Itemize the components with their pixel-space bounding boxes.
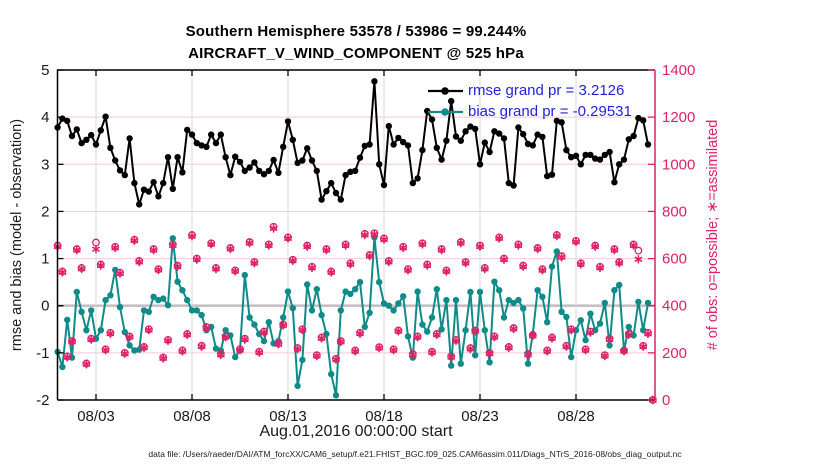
bias-marker — [448, 362, 454, 368]
obs-assimilated-marker — [381, 236, 387, 243]
bias-marker — [184, 297, 190, 303]
bias-marker — [347, 291, 353, 297]
left-tick-label: -1 — [36, 344, 50, 362]
rmse-marker — [266, 168, 272, 174]
bias-marker — [299, 357, 305, 363]
rmse-marker — [218, 131, 224, 137]
rmse-marker — [611, 179, 617, 185]
rmse-marker — [501, 135, 507, 141]
rmse-marker — [160, 180, 166, 186]
bias-marker — [352, 286, 358, 292]
left-tick-label: 5 — [41, 62, 50, 79]
rmse-marker — [237, 159, 243, 165]
bias-marker — [294, 383, 300, 389]
bias-marker — [98, 327, 104, 333]
obs-assimilated-marker — [309, 264, 315, 271]
bias-marker — [314, 286, 320, 292]
title-line-1: Southern Hemisphere 53578 / 53986 = 99.244% — [185, 23, 527, 40]
bias-marker — [429, 314, 435, 320]
rmse-marker — [318, 196, 324, 202]
rmse-marker — [606, 149, 612, 155]
rmse-line-icon — [427, 85, 464, 97]
obs-assimilated-marker — [597, 264, 603, 271]
bias-marker — [198, 312, 204, 318]
bias-marker — [376, 279, 382, 285]
rmse-marker — [328, 180, 334, 186]
rmse-marker — [122, 172, 128, 178]
bias-marker — [578, 317, 584, 323]
rmse-marker — [376, 161, 382, 167]
bias-marker — [491, 279, 497, 285]
bias-marker — [414, 288, 420, 294]
bias-marker — [597, 320, 603, 326]
left-tick-label: 2 — [41, 203, 50, 221]
rmse-marker — [290, 137, 296, 143]
rmse-marker — [323, 188, 329, 194]
rmse-marker — [395, 135, 401, 141]
bias-marker — [362, 324, 368, 330]
right-tick-label: 1000 — [662, 156, 696, 174]
obs-assimilated-marker — [559, 254, 565, 261]
rmse-marker — [213, 140, 219, 146]
right-tick-label: 600 — [662, 250, 688, 268]
right-tick-label: 0 — [662, 392, 671, 409]
bias-marker — [160, 295, 166, 301]
rmse-marker — [510, 182, 516, 188]
rmse-marker — [486, 149, 492, 155]
left-tick-label: 4 — [41, 109, 50, 127]
bias-marker — [102, 297, 108, 303]
rmse-marker — [405, 142, 411, 148]
bias-marker — [74, 289, 80, 295]
rmse-marker — [414, 175, 420, 181]
bias-marker — [165, 302, 171, 308]
bias-marker — [386, 303, 392, 309]
rmse-marker — [438, 156, 444, 162]
bias-marker — [246, 314, 252, 320]
rmse-marker — [563, 147, 569, 153]
rmse-marker — [64, 118, 70, 124]
rmse-marker — [381, 182, 387, 188]
rmse-marker — [83, 137, 89, 143]
bias-marker — [611, 287, 617, 293]
rmse-marker — [472, 126, 478, 132]
right-tick-label: 200 — [662, 344, 688, 362]
bias-marker — [458, 361, 464, 367]
bias-marker — [626, 324, 632, 330]
legend-label-rmse: rmse grand pr = 3.2126 — [468, 82, 625, 99]
rmse-marker — [275, 170, 281, 176]
rmse-marker — [616, 161, 622, 167]
bias-marker — [126, 342, 132, 348]
bias-marker — [434, 286, 440, 292]
rmse-marker — [462, 128, 468, 134]
obs-assimilated-marker — [439, 246, 445, 253]
bias-marker — [390, 307, 396, 313]
bias-marker — [602, 300, 608, 306]
bias-marker — [261, 338, 267, 344]
rmse-marker — [203, 144, 209, 150]
bias-marker — [443, 297, 449, 303]
bias-line-icon — [427, 106, 464, 118]
rmse-marker — [578, 161, 584, 167]
rmse-marker — [630, 133, 636, 139]
bias-marker — [405, 333, 411, 339]
bias-marker — [88, 307, 94, 313]
obs-assimilated-marker — [635, 256, 641, 263]
rmse-marker — [270, 157, 276, 163]
bias-marker — [290, 305, 296, 311]
obs-assimilated-marker — [151, 246, 157, 253]
obs-possible-marker — [635, 247, 642, 254]
legend-item-bias — [427, 101, 632, 122]
x-tick-label: 08/08 — [173, 408, 211, 425]
rmse-marker — [573, 153, 579, 159]
rmse-marker — [107, 145, 113, 151]
bias-marker — [539, 294, 545, 300]
rmse-marker — [309, 157, 315, 163]
rmse-marker — [333, 190, 339, 196]
bias-marker — [482, 327, 488, 333]
legend-label-bias: bias grand pr = -0.29531 — [468, 103, 632, 120]
rmse-marker — [117, 167, 123, 173]
x-axis-label: Aug.01,2016 00:00:00 start — [259, 423, 453, 440]
bias-marker — [222, 327, 228, 333]
rmse-marker — [251, 159, 257, 165]
rmse-marker — [69, 133, 75, 139]
left-tick-label: 0 — [41, 297, 50, 315]
bias-marker — [568, 354, 574, 360]
rmse-marker — [246, 164, 252, 170]
left-tick-label: 3 — [41, 156, 50, 174]
bias-marker — [486, 359, 492, 365]
rmse-marker — [131, 180, 137, 186]
rmse-marker — [208, 131, 214, 137]
bias-marker — [83, 327, 89, 333]
rmse-marker — [520, 131, 526, 137]
right-tick-label: 800 — [662, 203, 688, 221]
bias-marker — [304, 281, 310, 287]
rmse-marker — [530, 142, 536, 148]
left-axis-label: rmse and bias (model - observation) — [9, 118, 25, 352]
rmse-marker — [338, 196, 344, 202]
bias-marker — [242, 272, 248, 278]
rmse-marker — [482, 139, 488, 145]
obs-assimilated-marker — [362, 231, 368, 238]
obs-assimilated-marker — [131, 237, 137, 244]
rmse-marker — [184, 127, 190, 133]
x-tick-label: 08/28 — [557, 408, 595, 425]
left-tick-label: -2 — [36, 392, 50, 409]
obs-assimilated-marker — [515, 242, 521, 249]
rmse-marker — [645, 141, 651, 147]
bias-marker — [328, 371, 334, 377]
bias-marker — [453, 297, 459, 303]
rmse-marker — [74, 126, 80, 132]
bias-marker — [266, 319, 272, 325]
bias-marker — [616, 282, 622, 288]
rmse-marker — [93, 141, 99, 147]
rmse-marker — [496, 130, 502, 136]
left-tick-label: 1 — [41, 250, 50, 268]
rmse-marker — [366, 141, 372, 147]
bias-marker — [107, 292, 113, 298]
rmse-marker — [352, 168, 358, 174]
bias-marker — [366, 310, 372, 316]
bias-marker — [467, 289, 473, 295]
bias-marker — [544, 319, 550, 325]
bias-marker — [251, 321, 257, 327]
bias-marker — [563, 314, 569, 320]
bias-marker — [549, 263, 555, 269]
title-line-2: AIRCRAFT_V_WIND_COMPONENT @ 525 hPa — [188, 45, 524, 62]
rmse-marker — [88, 132, 94, 138]
rmse-marker — [150, 179, 156, 185]
x-tick-label: 08/03 — [77, 408, 115, 425]
rmse-marker — [126, 135, 132, 141]
bias-marker — [357, 279, 363, 285]
bias-marker — [462, 327, 468, 333]
right-tick-label: 1200 — [662, 109, 696, 127]
rmse-marker — [477, 161, 483, 167]
rmse-marker — [386, 123, 392, 129]
rmse-marker — [314, 168, 320, 174]
right-tick-label: 1400 — [662, 62, 696, 79]
chart-title — [57, 21, 655, 65]
x-tick-label: 08/23 — [461, 408, 499, 425]
rmse-marker — [112, 157, 118, 163]
bias-marker — [395, 300, 401, 306]
obs-assimilated-marker — [74, 246, 80, 253]
obs-assimilated-marker — [611, 246, 617, 253]
obs-assimilated-marker — [136, 258, 142, 265]
right-axis-label: # of obs: o=possible; ∗=assimilated — [705, 119, 721, 351]
bias-marker — [419, 321, 425, 327]
rmse-marker — [515, 124, 521, 130]
bias-marker — [525, 361, 531, 367]
rmse-marker — [458, 138, 464, 144]
bias-marker — [635, 299, 641, 305]
bias-marker — [318, 312, 324, 318]
bias-marker — [534, 287, 540, 293]
bias-marker — [232, 354, 238, 360]
x-tick-label: 08/13 — [269, 408, 307, 425]
bias-marker — [333, 392, 339, 398]
bias-marker — [558, 309, 564, 315]
rmse-marker — [304, 145, 310, 151]
data-file-caption: data file: /Users/raeder/DAI/ATM_forcXX/CAM6_setup/f.e21.FHIST_BGC.f09_025.CAM6assim.011/Diags_NTrS_2016-08/obs_diag_output.nc — [148, 449, 682, 459]
bias-marker — [582, 337, 588, 343]
obs-assimilated-marker — [323, 246, 329, 253]
bias-marker — [174, 279, 180, 285]
rmse-marker — [640, 117, 646, 123]
bias-marker — [496, 287, 502, 293]
rmse-marker — [222, 154, 228, 160]
legend — [427, 80, 632, 122]
obs-assimilated-marker — [520, 263, 526, 270]
rmse-marker — [155, 193, 161, 199]
rmse-marker — [102, 114, 108, 120]
rmse-marker — [232, 154, 238, 160]
rmse-marker — [170, 186, 176, 192]
rmse-marker — [434, 145, 440, 151]
legend-item-rmse — [427, 80, 632, 101]
rmse-marker — [299, 157, 305, 163]
bias-marker — [146, 309, 152, 315]
bias-marker — [338, 307, 344, 313]
obs-assimilated-marker — [170, 242, 176, 249]
obs-assimilated-marker — [266, 242, 272, 249]
rmse-marker — [419, 147, 425, 153]
rmse-marker — [621, 156, 627, 162]
bias-marker — [400, 293, 406, 299]
rmse-marker — [443, 138, 449, 144]
bias-marker — [194, 307, 200, 313]
rmse-marker — [136, 201, 142, 207]
rmse-marker — [371, 78, 377, 84]
rmse-marker — [453, 133, 459, 139]
bias-marker — [64, 317, 70, 323]
rmse-marker — [98, 127, 104, 133]
bias-marker — [424, 328, 430, 334]
rmse-marker — [410, 180, 416, 186]
bias-marker — [179, 287, 185, 293]
rmse-marker — [165, 154, 171, 160]
obs-assimilated-marker — [189, 233, 195, 240]
obs-assimilated-marker — [386, 258, 392, 265]
bias-marker — [59, 364, 65, 370]
bias-marker — [501, 314, 507, 320]
rmse-marker — [179, 169, 185, 175]
bias-marker — [477, 289, 483, 295]
x-tick-label: 08/18 — [365, 408, 403, 425]
bias-marker — [520, 305, 526, 311]
bias-marker — [309, 307, 315, 313]
bias-marker — [587, 311, 593, 317]
rmse-marker — [285, 118, 291, 124]
rmse-marker — [390, 141, 396, 147]
rmse-marker — [280, 144, 286, 150]
obs-assimilated-marker — [343, 242, 349, 249]
rmse-marker — [549, 172, 555, 178]
rmse-marker — [539, 134, 545, 140]
rmse-marker — [357, 155, 363, 161]
bias-marker — [515, 297, 521, 303]
bias-marker — [285, 288, 291, 294]
rmse-marker — [174, 154, 180, 160]
bias-marker — [472, 352, 478, 358]
right-tick-label: 400 — [662, 297, 688, 315]
rmse-marker — [146, 188, 152, 194]
rmse-marker — [189, 131, 195, 137]
rmse-marker — [597, 156, 603, 162]
bias-marker — [280, 314, 286, 320]
bias-marker — [117, 304, 123, 310]
bias-marker — [78, 309, 84, 315]
rmse-marker — [227, 172, 233, 178]
obs-assimilated-marker — [93, 246, 99, 253]
